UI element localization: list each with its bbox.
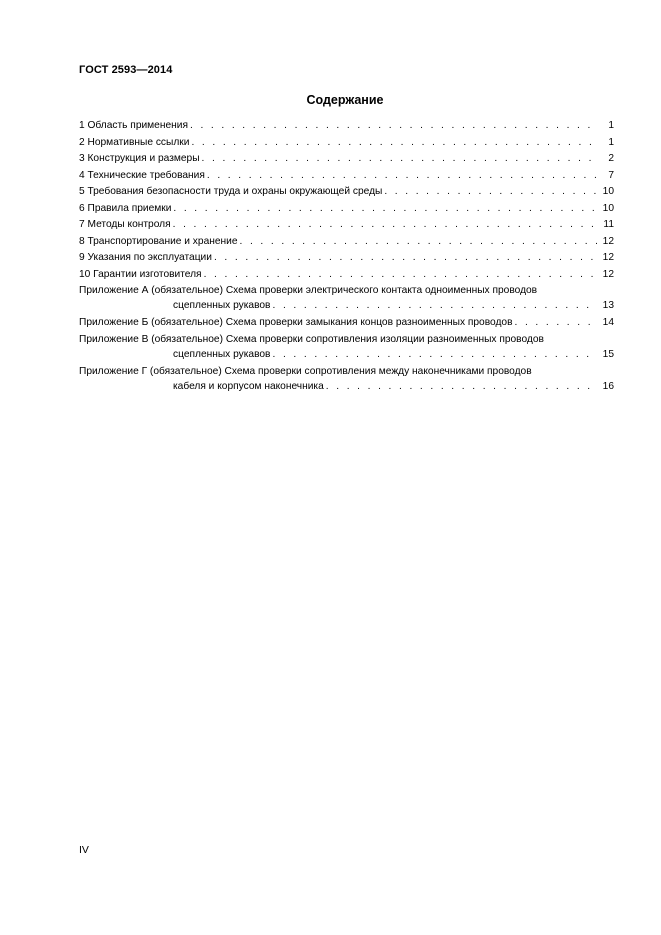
dot-leader bbox=[240, 234, 597, 251]
toc-entry-title: Приложение А (обязательное) Схема проверки электрического контакта одноименных проводов bbox=[79, 285, 538, 296]
dot-leader bbox=[173, 217, 597, 234]
toc-entry[interactable] bbox=[79, 118, 614, 135]
toc-entry-title: Приложение Г (обязательное) Схема проверки сопротивления между наконечниками проводов bbox=[79, 365, 532, 377]
toc-entry-page: 2 bbox=[608, 153, 614, 164]
toc-entry-appendix-b[interactable] bbox=[79, 315, 614, 332]
dot-leader bbox=[214, 250, 597, 267]
dot-leader bbox=[272, 298, 597, 315]
toc-entry-appendix-g[interactable] bbox=[79, 364, 614, 394]
toc-entry-page: 14 bbox=[602, 317, 614, 328]
toc-entry[interactable] bbox=[79, 184, 614, 201]
toc-entry-page: 1 bbox=[608, 136, 614, 148]
toc-entry[interactable] bbox=[79, 201, 614, 218]
dot-leader bbox=[173, 201, 597, 218]
toc-entry-title-continued: сцепленных рукавов bbox=[173, 300, 271, 311]
toc-entry-title: 8 Транспортирование и хранение bbox=[79, 235, 238, 247]
dot-leader bbox=[191, 135, 597, 152]
toc-entry-page: 12 bbox=[602, 235, 614, 247]
dot-leader bbox=[326, 379, 597, 396]
toc-entry[interactable] bbox=[79, 267, 614, 284]
toc-entry-page: 16 bbox=[602, 380, 614, 392]
dot-leader bbox=[272, 347, 597, 364]
dot-leader bbox=[202, 151, 597, 168]
toc-entry-title: 10 Гарантии изготовителя bbox=[79, 268, 202, 280]
toc-entry-page: 11 bbox=[603, 219, 614, 230]
toc-entry-title: 1 Область применения bbox=[79, 120, 188, 131]
toc-entry[interactable] bbox=[79, 250, 614, 267]
document-header: ГОСТ 2593—2014 bbox=[79, 64, 173, 76]
toc-entry-page: 7 bbox=[608, 169, 614, 181]
toc-entry[interactable] bbox=[79, 151, 614, 168]
table-of-contents bbox=[79, 118, 614, 396]
dot-leader bbox=[190, 118, 597, 135]
dot-leader bbox=[514, 315, 597, 332]
toc-entry-page: 10 bbox=[602, 202, 614, 214]
toc-entry[interactable] bbox=[79, 135, 614, 152]
toc-entry-page: 1 bbox=[608, 120, 614, 131]
dot-leader bbox=[384, 184, 597, 201]
toc-entry-title: 6 Правила приемки bbox=[79, 202, 172, 214]
toc-entry-title-continued: кабеля и корпусом наконечника bbox=[173, 380, 324, 392]
toc-entry-page: 13 bbox=[602, 300, 614, 311]
toc-entry-page: 10 bbox=[602, 186, 614, 197]
toc-entry-title: 3 Конструкция и размеры bbox=[79, 153, 200, 164]
toc-entry[interactable] bbox=[79, 217, 614, 234]
toc-entry-page: 12 bbox=[602, 252, 614, 263]
toc-entry-title: 7 Методы контроля bbox=[79, 219, 171, 230]
toc-entry-title: 9 Указания по эксплуатации bbox=[79, 252, 212, 263]
toc-entry[interactable] bbox=[79, 234, 614, 251]
page-title: Содержание bbox=[306, 93, 384, 107]
toc-entry-title: Приложение Б (обязательное) Схема проверки замыкания концов разноименных проводов bbox=[79, 317, 513, 328]
toc-entry-title: 2 Нормативные ссылки bbox=[79, 136, 190, 148]
toc-entry-title: Приложение В (обязательное) Схема проверки сопротивления изоляции разноименных проводов bbox=[79, 333, 544, 345]
toc-entry-appendix-a[interactable] bbox=[79, 283, 614, 313]
toc-entry-page: 12 bbox=[602, 268, 614, 280]
toc-entry-title: 5 Требования безопасности труда и охраны окружающей среды bbox=[79, 186, 383, 197]
dot-leader bbox=[207, 168, 597, 185]
toc-entry-appendix-v[interactable] bbox=[79, 332, 614, 362]
toc-entry-title-continued: сцепленных рукавов bbox=[173, 348, 271, 360]
toc-entry[interactable] bbox=[79, 168, 614, 185]
dot-leader bbox=[204, 267, 597, 284]
toc-entry-title: 4 Технические требования bbox=[79, 169, 205, 181]
page-number: IV bbox=[79, 844, 89, 856]
toc-entry-page: 15 bbox=[602, 348, 614, 360]
